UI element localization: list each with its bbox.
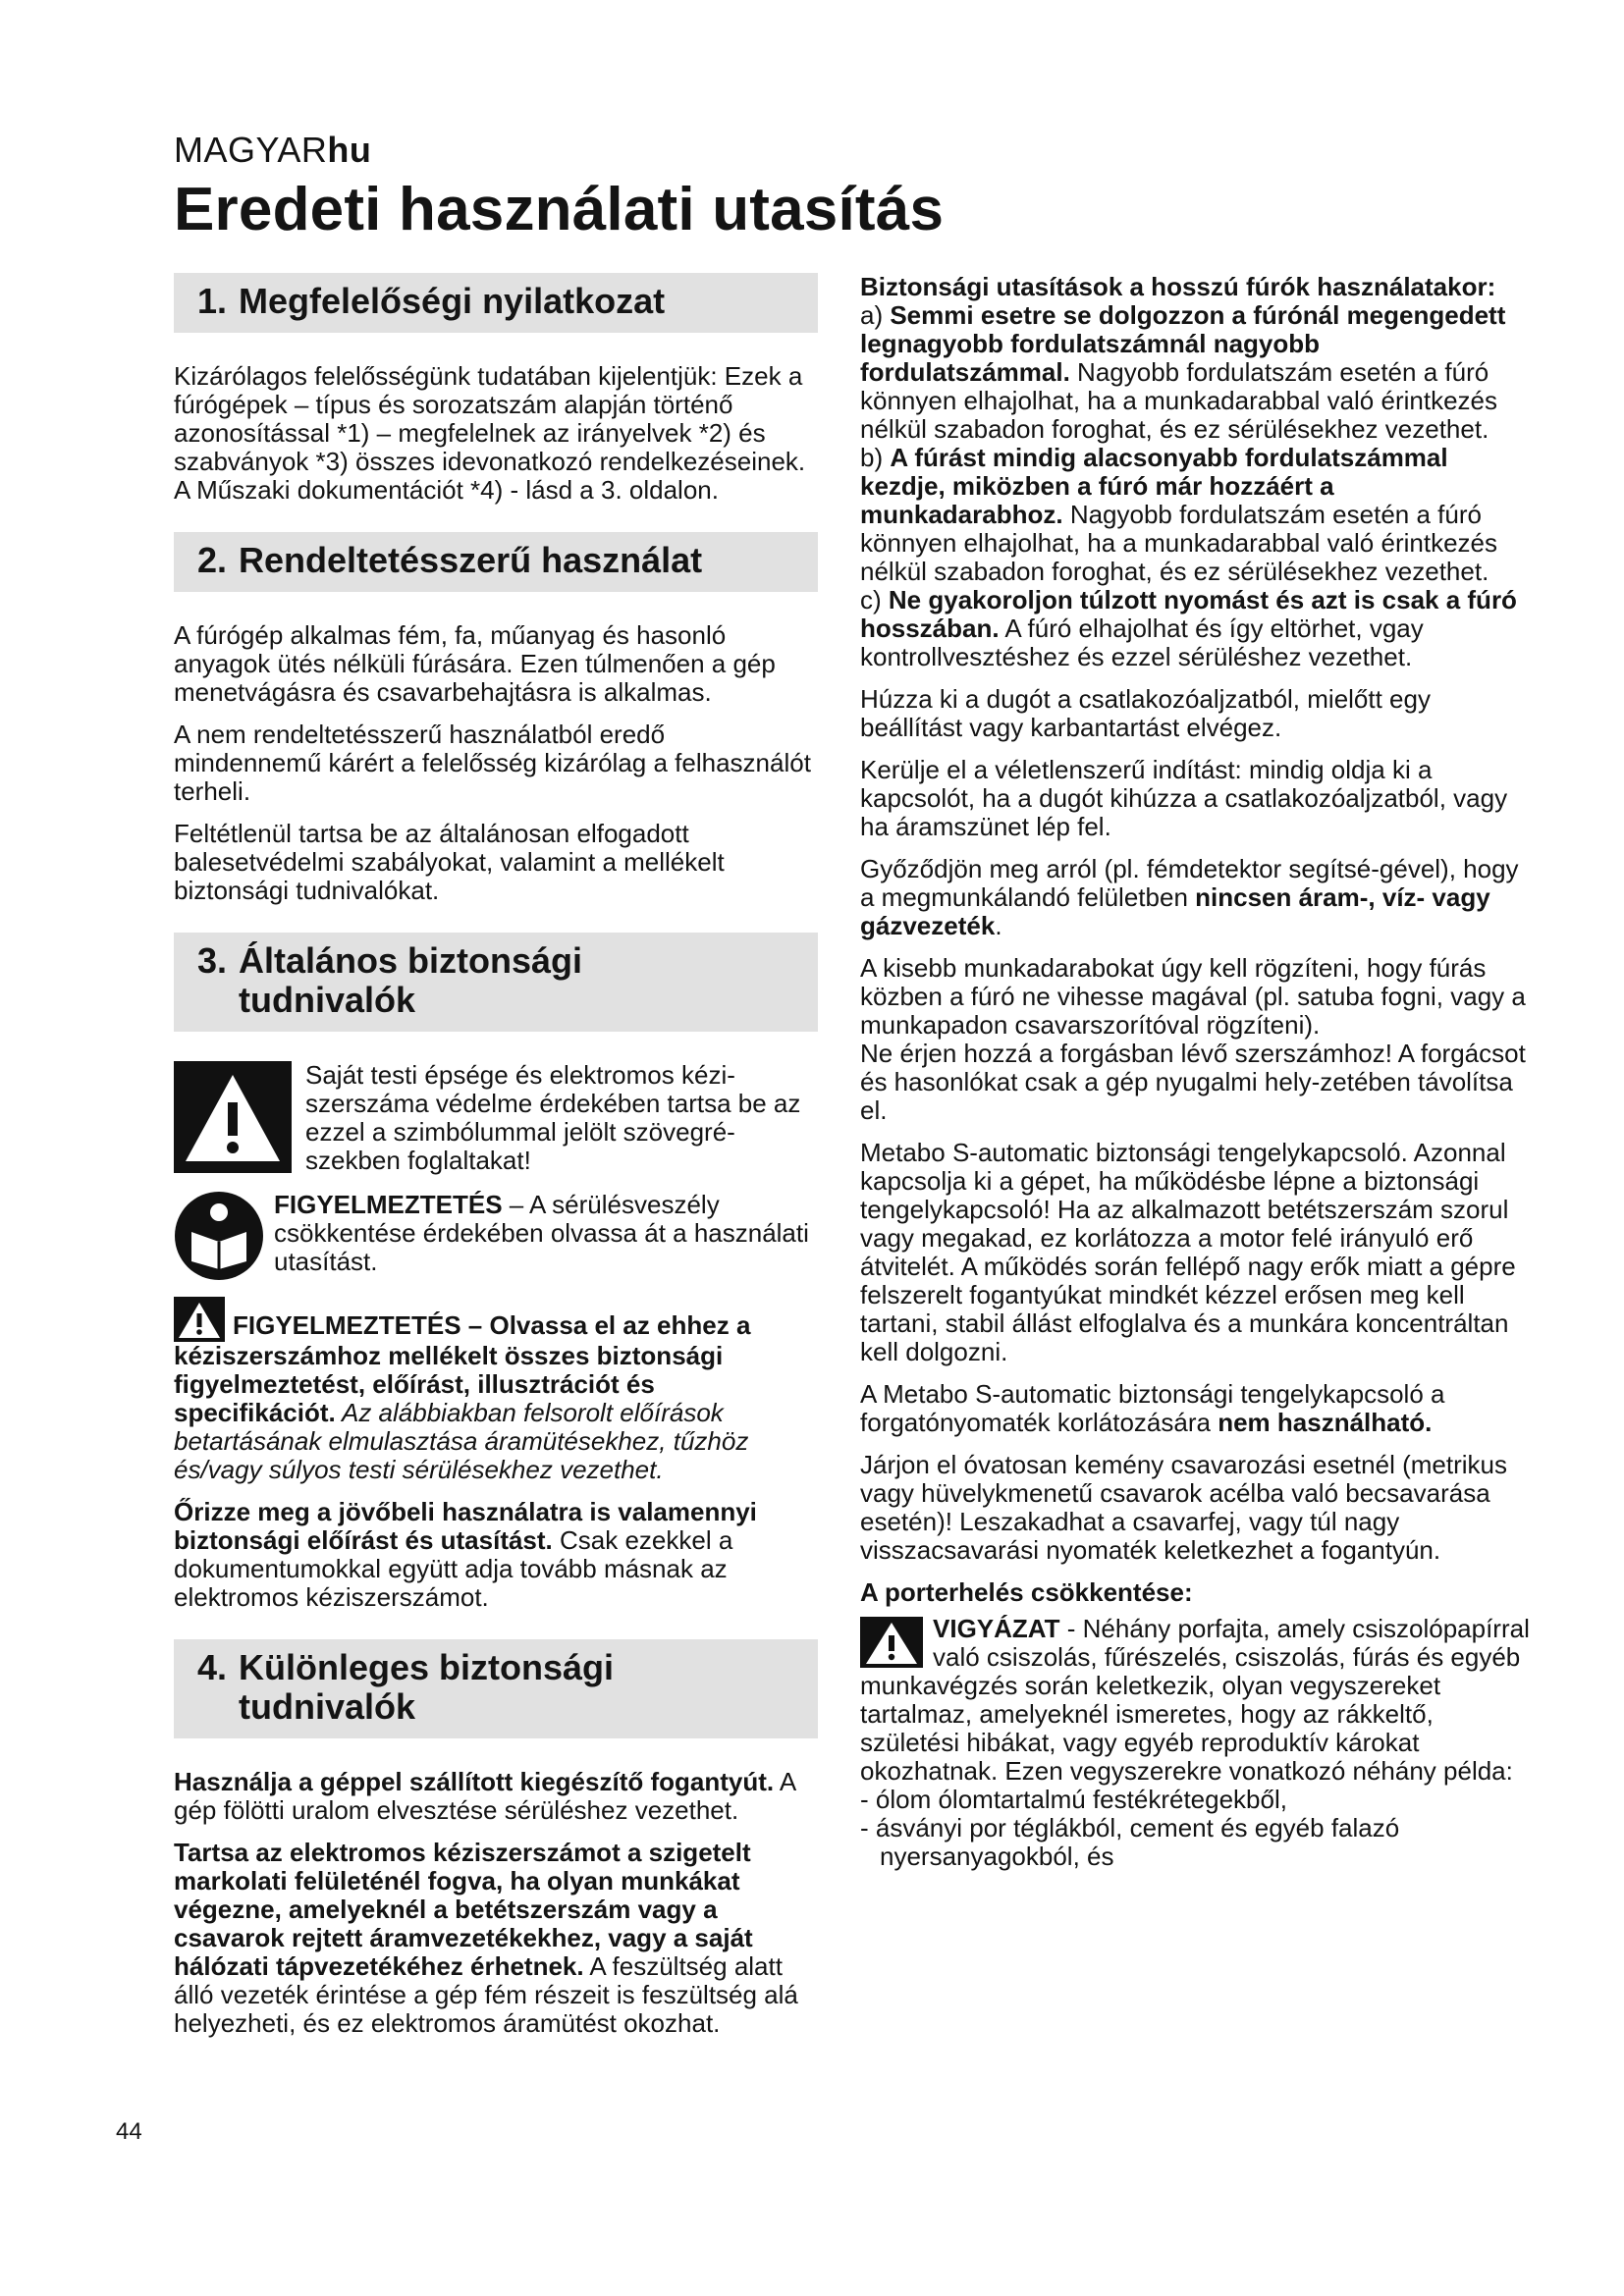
touch-para: Ne érjen hozzá a forgásban lévő szerszámhoz! A forgácsot és hasonlókat csak a gép nyugalmi hely-zetében távolítsa el.	[860, 1039, 1526, 1125]
section-2-para-3: Feltétlenül tartsa be az általánosan elfogadott balesetvédelmi szabályokat, valamint a mellékelt biztonsági tudnivalókat.	[174, 819, 725, 905]
read-manual-text: – A sérülésveszély csökkentése érdekében olvassa át a használati utasítást.	[274, 1190, 809, 1276]
warning-symbol-note	[174, 1061, 818, 1175]
examples-list	[860, 1786, 1534, 1871]
warning-triangle-icon	[174, 1297, 225, 1342]
s-automatic-para-2: A Metabo S-automatic biztonsági tengelykapcsoló a forgatónyomaték korlátozására nem használható.	[860, 1379, 1445, 1437]
clamp-para: A kisebb munkadarabokat úgy kell rögzíteni, hogy fúrás közben a fúró ne vihesse magával (pl. satuba fogni, vagy a munkapadon csavarszorítóval rögzíteni).	[860, 953, 1526, 1040]
item-c: c) Ne gyakoroljon túlzott nyomást és azt is csak a fúró hosszában. A fúró elhajolhat és így eltörhet, vgay kontrollvesztéshez és ezzel sérüléshez vezethet.	[860, 585, 1517, 671]
section-4-heading: 4. Különleges biztonsági tudnivalók	[174, 1639, 818, 1738]
section-1-heading: 1. Megfelelőségi nyilatkozat	[174, 273, 818, 333]
read-manual-note	[174, 1191, 818, 1281]
page-number: 44	[116, 2118, 142, 2145]
screw-para: Járjon el óvatosan kemény csavarozási esetnél (metrikus vagy hüvelykmenetű csavarok acélba való becsavarása esetén)! Leszakadhat a csavarfej, vagy túl nagy visszacsavarási nyomaték keletkezhet a fogantyún.	[860, 1450, 1507, 1565]
item-a: a) Semmi esetre se dolgozzon a fúrónál megengedett legnagyobb fordulatszámnál nagyobb fordulatszámmal. Nagyobb fordulatszám esetén a fúró könnyen elhajolhat, ha a munkadarabbal való érintkezés nélkül szabadon foroghat, és ez sérülésekhez vezethet.	[860, 300, 1506, 444]
warning-symbol-text: Saját testi épsége és elektromos kézi-szerszáma védelme érdekében tartsa be az ezzel a szimbólummal jelölt szövegré-szekben foglaltakat!	[305, 1060, 801, 1175]
list-item: - ásványi por téglákból, cement és egyéb falazó nyersanyagokból, és	[860, 1813, 1400, 1871]
item-b: b) A fúrást mindig alacsonyabb fordulatszámmal kezdje, miközben a fúró már hozzáért a munkadarabhoz. Nagyobb fordulatszám esetén a fúró könnyen elhajolhat, ha a munkadarabbal való érintkezés nélkül szabadon foroghat, és ez sérülésekhez vezethet.	[860, 443, 1497, 586]
long-drills-heading: Biztonsági utasítások a hosszú fúrók használatakor:	[860, 272, 1496, 301]
section-4-para-1: Használja a géppel szállított kiegészítő fogantyút. A gép fölötti uralom elvesztése sérüléshez vezethet.	[174, 1767, 795, 1825]
unintended-start-para: Kerülje el a véletlenszerű indítást: mindig oldja ki a kapcsolót, ha a dugót kihúzza a csatlakozóaljzatból, vagy ha áramszünet lép fel.	[860, 755, 1508, 841]
language-label: MAGYARhu	[174, 130, 372, 170]
list-item: - ólom ólomtartalmú festékrétegekből,	[860, 1785, 1287, 1814]
caution-para: VIGYÁZAT - Néhány porfajta, amely csiszolópapírral való csiszolás, fűrészelés, csiszolás, fúrás és egyéb munkavégzés során keletkezik, olyan vegyszereket tartalmaz, amelyeknél ismeretes, hogy az rákkeltő, születési hibákat, vagy egyéb reproduktív károkat okozhatnak. Ezen vegyszerekre vonatkozó néhány példa:	[860, 1614, 1530, 1786]
section-1-text: Kizárólagos felelősségünk tudatában kijelentjük: Ezek a fúrógépek – típus és sorozatszám alapján történő azonosítással *1) – megfelelnek az irányelvek *2) és szabványok *3) összes idevonatkozó rendelkezéseinek. A Műszaki dokumentációt *4) - lásd a 3. oldalon.	[174, 361, 806, 505]
s-automatic-para-1: Metabo S-automatic biztonsági tengelykapcsoló. Azonnal kapcsolja ki a gépet, ha működésbe lépne a biztonsági tengelykapcsoló! Ha az alkalmazott betétszerszám szorul vagy megakad, ez korlátozza a motor felé irányuló erő átvitelét. A működés során fellépő nagy erők miatt a gépre felszerelt fogantyúkat mindkét kézzel erősen meg kell tartani, stabil állást elfoglalva és a munkára koncentráltan kell dolgozni.	[860, 1138, 1516, 1366]
right-column	[860, 273, 1534, 1871]
left-column	[174, 273, 818, 2052]
section-4-para-2: Tartsa az elektromos kéziszerszámot a szigetelt markolati felületénél fogva, ha olyan munkákat végezne, amelyeknél a betétszerszám vagy a csavarok rejtett áramvezetékekhez, vagy a saját hálózati tápvezetékéhez érhetnek. A feszültség alatt álló vezeték érintése a gép fém részeit is feszültség alá helyezheti, és ez elektromos áramütést okozhat.	[174, 1838, 798, 2038]
section-2-para-2: A nem rendeltetésszerű használatból eredő mindennemű kárért a felelősség kizárólag a felhasználót terheli.	[174, 720, 811, 806]
keep-instructions: Őrizze meg a jövőbeli használatra is valamennyi biztonsági előírást és utasítást. Csak ezekkel a dokumentumokkal együtt adja tovább másnak az elektromos kéziszerszámot.	[174, 1497, 757, 1612]
general-warning: FIGYELMEZTETÉS – Olvassa el az ehhez a kéziszerszámhoz mellékelt összes biztonsági figyelmeztetést, előírást, illusztrációt és specifikációt. Az alábbiakban felsorolt előírások betartásának elmulasztása áramütésekhez, tűzhöz és/vagy súlyos testi sérülésekhez vezethet.	[174, 1297, 818, 1484]
warning-triangle-icon	[860, 1617, 923, 1668]
section-2-heading: 2. Rendeltetésszerű használat	[174, 532, 818, 592]
section-2-para-1: A fúrógép alkalmas fém, fa, műanyag és hasonló anyagok ütés nélküli fúrására. Ezen túlmenően a gép menetvágásra és csavarbehajtásra is alkalmas.	[174, 620, 776, 707]
check-lines-para: Győződjön meg arról (pl. fémdetektor segítsé-gével), hogy a megmunkálandó felületben nincsen áram-, víz- vagy gázvezeték.	[860, 854, 1519, 940]
warning-triangle-icon	[174, 1061, 292, 1173]
dust-heading: A porterhelés csökkentése:	[860, 1577, 1193, 1607]
page-title: Eredeti használati utasítás	[174, 176, 945, 243]
section-3-heading: 3. Általános biztonsági tudnivalók	[174, 933, 818, 1032]
read-manual-label: FIGYELMEZTETÉS	[274, 1190, 503, 1219]
plug-para: Húzza ki a dugót a csatlakozóaljzatból, mielőtt egy beállítást vagy karbantartást elvégez.	[860, 684, 1431, 742]
read-manual-icon	[174, 1191, 264, 1281]
